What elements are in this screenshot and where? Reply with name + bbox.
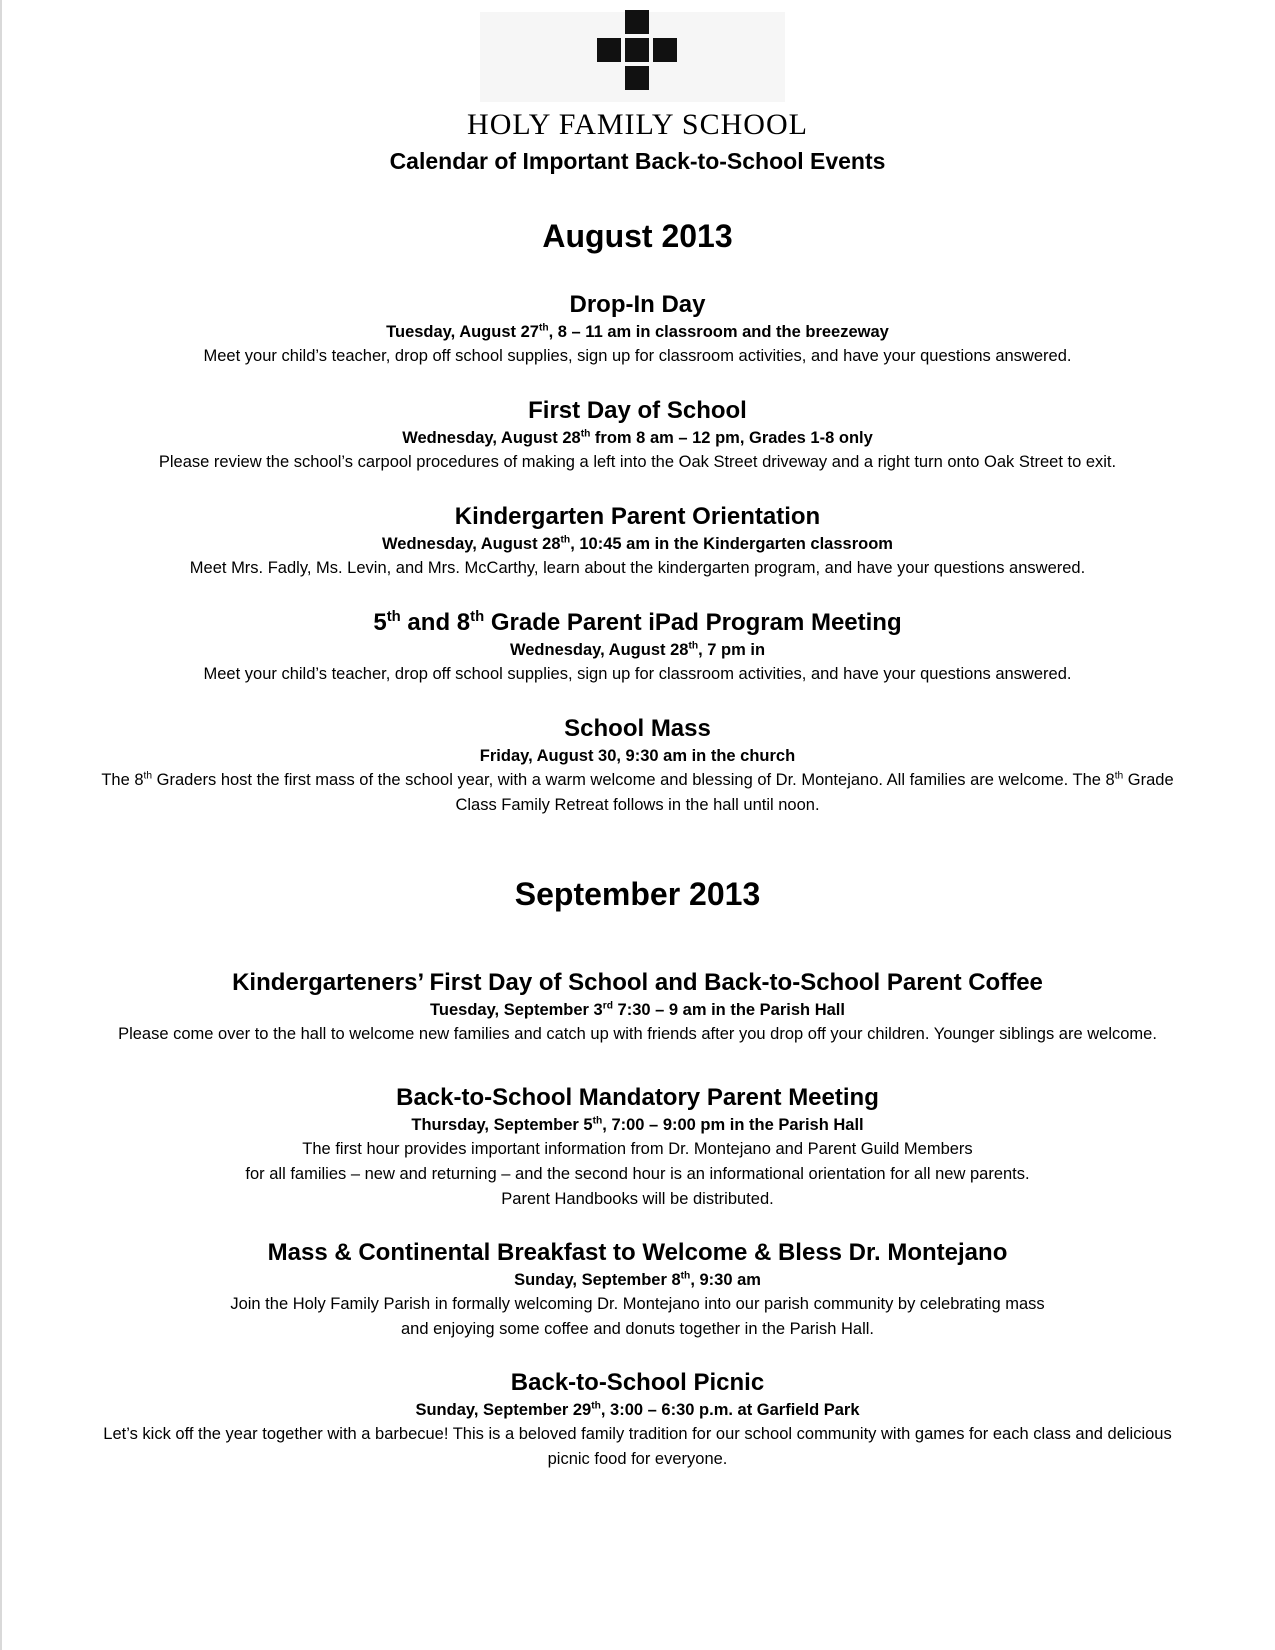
event-description: Meet your child’s teacher, drop off school supplies, sign up for classroom activities, and have your questions answered. [203,347,1072,365]
event-kindergarten-first-day-coffee [0,968,1275,1047]
event-title: Kindergarteners’ First Day of School and Back-to-School Parent Coffee [232,969,1043,996]
event-title: First Day of School [528,397,747,424]
event-when: Wednesday, August 28th from 8 am – 12 pm, Grades 1-8 only [402,428,873,447]
event-description-line: Parent Handbooks will be distributed. [501,1190,774,1208]
event-description: The 8th Graders host the first mass of the school year, with a warm welcome and blessing of Dr. Montejano. All families are welcome. The 8th Grade [101,770,1174,789]
event-when: Sunday, September 8th, 9:30 am [514,1270,761,1289]
event-title: Drop-In Day [569,291,706,318]
event-description-line: The first hour provides important information from Dr. Montejano and Parent Guild Members [302,1140,973,1158]
event-kindergarten-orientation [0,502,1275,581]
event-when: Wednesday, August 28th, 7 pm in [509,640,766,659]
event-school-mass [0,714,1275,818]
event-description: Meet your child’s teacher, drop off school supplies, sign up for classroom activities, and have your questions answered. [203,665,1072,683]
school-name: HOLY FAMILY SCHOOL [467,108,808,141]
event-when: Wednesday, August 28th, 10:45 am in the Kindergarten classroom [382,534,893,553]
event-description-line: picnic food for everyone. [547,1450,728,1468]
event-description-line: for all families – new and returning – and the second hour is an informational orientation for all new parents. [245,1165,1030,1183]
event-back-to-school-picnic [0,1368,1275,1472]
event-mandatory-parent-meeting [0,1083,1275,1212]
event-mass-continental-breakfast [0,1238,1275,1342]
month-heading-august: August 2013 [542,218,733,254]
event-description-line: Class Family Retreat follows in the hall until noon. [455,796,820,814]
event-when: Tuesday, August 27th, 8 – 11 am in classroom and the breezeway [386,322,889,341]
event-first-day-of-school [0,396,1275,475]
event-title: Mass & Continental Breakfast to Welcome & Bless Dr. Montejano [267,1239,1008,1266]
event-title: Kindergarten Parent Orientation [454,503,821,530]
event-title: School Mass [564,715,711,742]
event-description: Meet Mrs. Fadly, Ms. Levin, and Mrs. McCarthy, learn about the kindergarten program, and have your questions answered. [189,559,1086,577]
event-title: Back-to-School Mandatory Parent Meeting [396,1084,879,1111]
event-description: Please review the school’s carpool procedures of making a left into the Oak Street driveway and a right turn onto Oak Street to exit. [158,453,1117,471]
event-when: Friday, August 30, 9:30 am in the church [479,747,796,765]
event-title: 5th and 8th Grade Parent iPad Program Meeting [373,609,902,636]
event-ipad-program-meeting [0,608,1275,687]
event-title: Back-to-School Picnic [510,1369,765,1396]
event-description: Please come over to the hall to welcome new families and catch up with friends after you drop off your children. Younger siblings are welcome. [118,1025,1157,1043]
calendar-title: Calendar of Important Back-to-School Events [389,148,886,174]
event-description-line: and enjoying some coffee and donuts together in the Parish Hall. [400,1320,874,1338]
cross-icon [597,10,677,90]
event-when: Thursday, September 5th, 7:00 – 9:00 pm in the Parish Hall [411,1115,864,1134]
month-heading-september: September 2013 [514,876,761,912]
event-when: Sunday, September 29th, 3:00 – 6:30 p.m. at Garfield Park [415,1400,860,1419]
event-drop-in-day [0,290,1275,369]
event-when: Tuesday, September 3rd 7:30 – 9 am in the Parish Hall [430,1000,845,1019]
event-description-line: Join the Holy Family Parish in formally welcoming Dr. Montejano into our parish community by celebrating mass [230,1295,1045,1313]
event-description-line: Let’s kick off the year together with a barbecue! This is a beloved family tradition for our school community with games for each class and delicious [103,1425,1172,1443]
